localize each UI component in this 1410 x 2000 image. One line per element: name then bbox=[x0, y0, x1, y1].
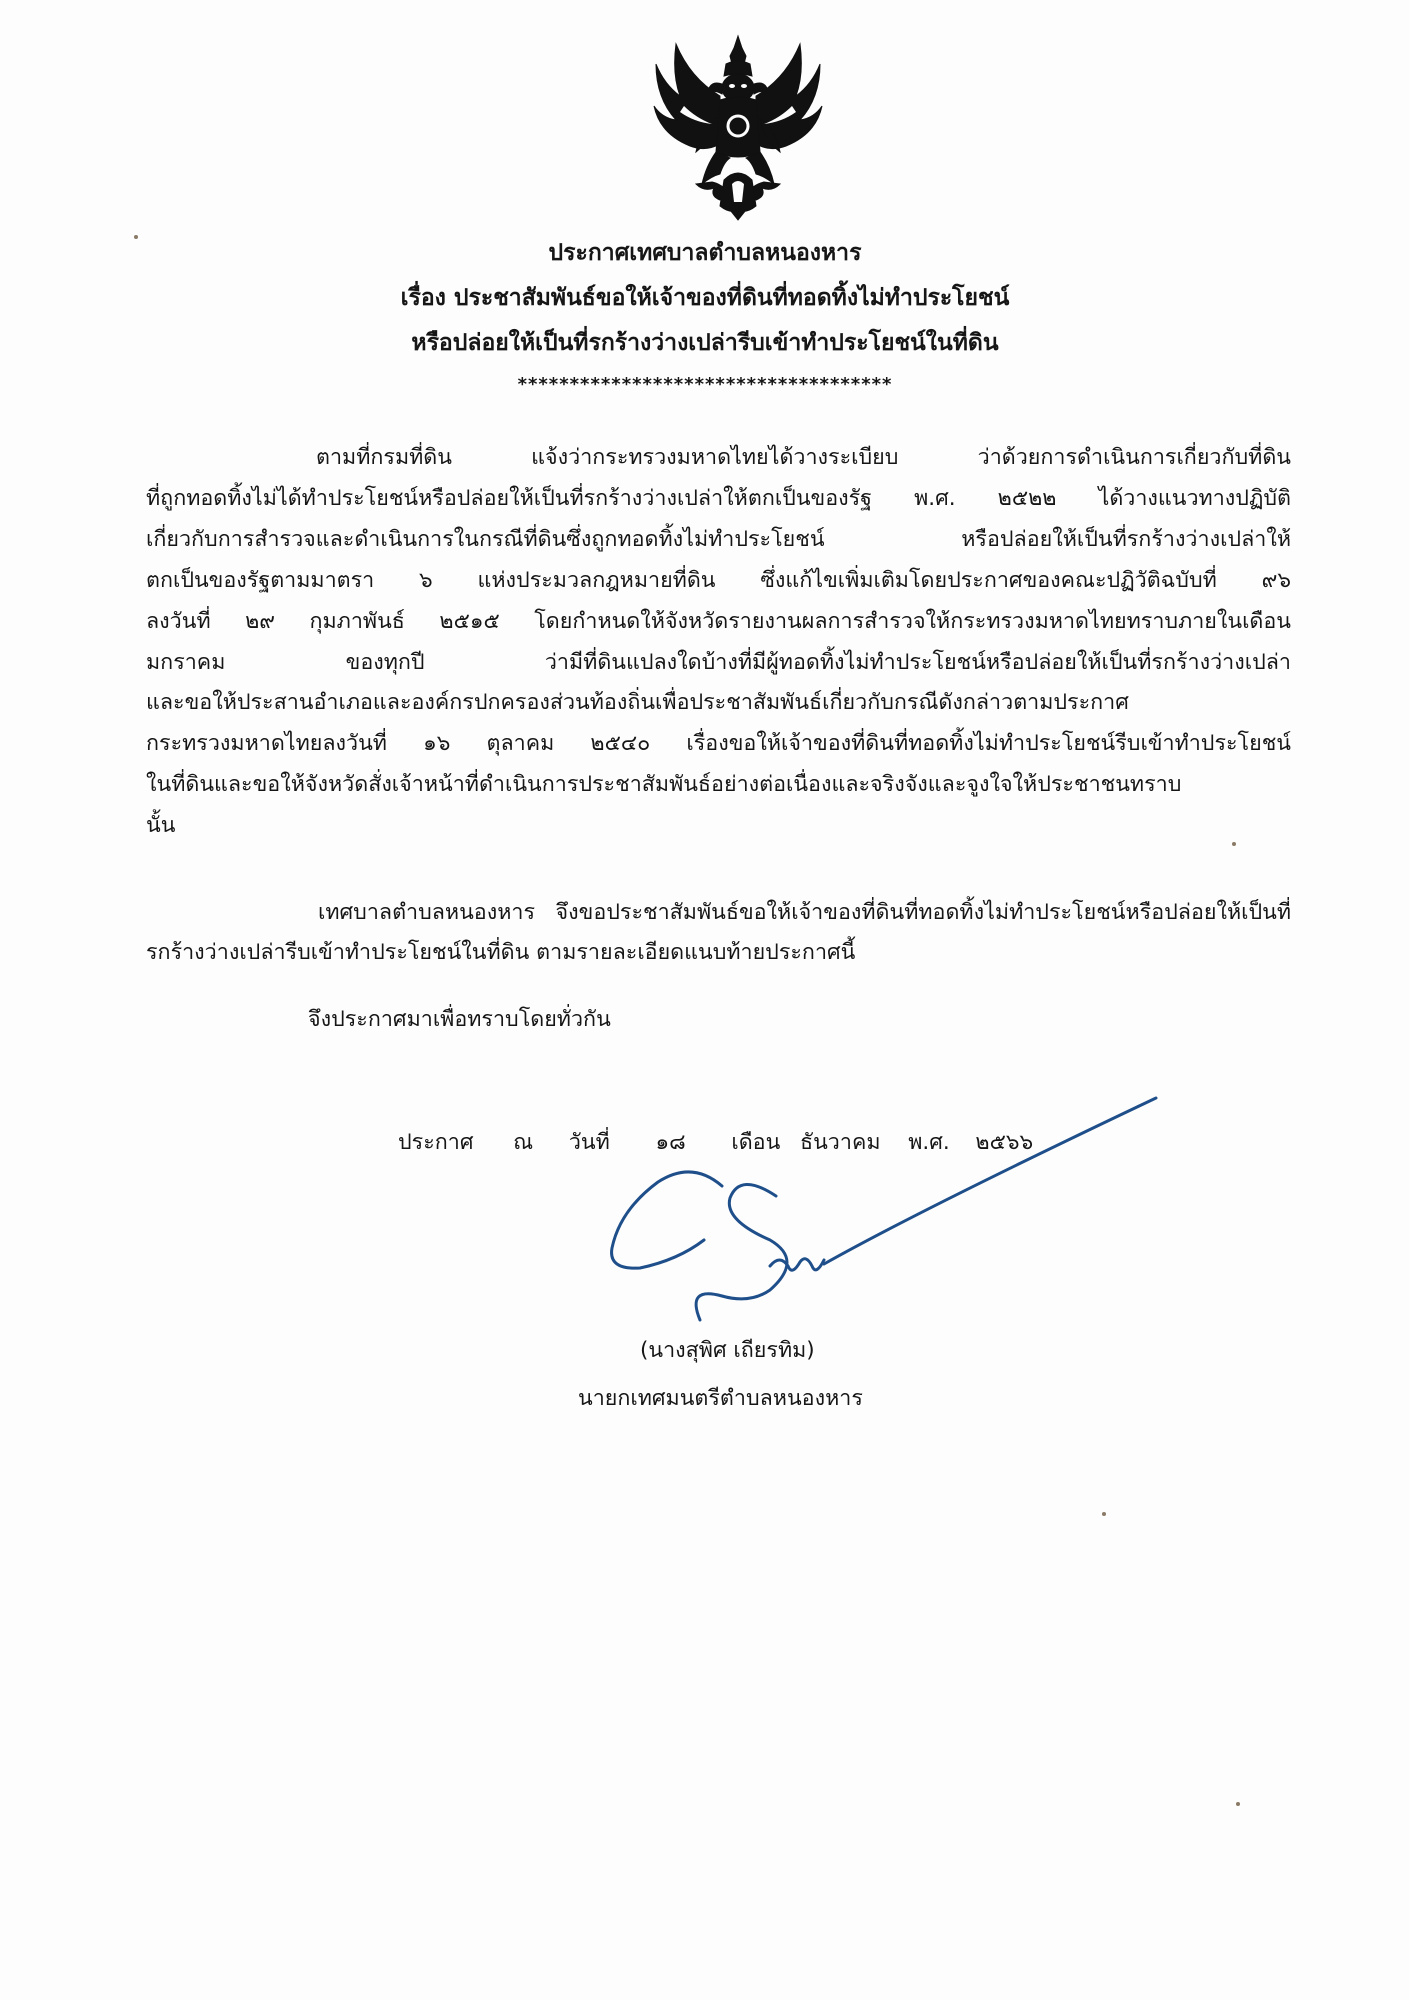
scan-speck bbox=[1232, 842, 1236, 846]
separator-stars: ************************************ bbox=[517, 374, 893, 395]
body-line: นั้น bbox=[146, 813, 176, 839]
dateline-year-label: พ.ศ. bbox=[908, 1130, 950, 1155]
body-line: ตามที่กรมที่ดิน แจ้งว่ากระทรวงมหาดไทยได้วางระเบียบ ว่าด้วยการดำเนินการเกี่ยวกับที่ดิน bbox=[316, 445, 1291, 470]
subject-line-2: หรือปล่อยให้เป็นที่รกร้างว่างเปล่ารีบเข้าทำประโยชน์ในที่ดิน bbox=[411, 330, 999, 356]
closing-line: จึงประกาศมาเพื่อทราบโดยทั่วกัน bbox=[308, 1007, 611, 1032]
dateline-month: ธันวาคม bbox=[799, 1130, 881, 1155]
body-line: ที่ถูกทอดทิ้งไม่ได้ทำประโยชน์หรือปล่อยให้เป็นที่รกร้างว่างเปล่าให้ตกเป็นของรัฐ พ.ศ. ๒๕๒๒ ได้วางแนวทางปฏิบัติ bbox=[146, 485, 1291, 511]
dateline-day: ๑๘ bbox=[655, 1130, 686, 1155]
dateline-at: ณ bbox=[513, 1130, 534, 1155]
handwritten-signature bbox=[580, 1090, 1160, 1330]
garuda-emblem-icon bbox=[650, 34, 826, 222]
body-line: กระทรวงมหาดไทยลงวันที่ ๑๖ ตุลาคม ๒๕๔๐ เรื่องขอให้เจ้าของที่ดินที่ทอดทิ้งไม่ทำประโยชน์รีบเข้าทำประโยชน์ bbox=[146, 731, 1291, 757]
dateline-announced: ประกาศ bbox=[398, 1130, 474, 1155]
signer-name: (นางสุพิศ เถียรทิม) bbox=[640, 1338, 815, 1363]
body-line: ในที่ดินและขอให้จังหวัดสั่งเจ้าหน้าที่ดำเนินการประชาสัมพันธ์อย่างต่อเนื่องและจริงจังและจูงใจให้ประชาชนทราบ bbox=[146, 772, 1182, 798]
dateline-year: ๒๕๖๖ bbox=[975, 1130, 1034, 1155]
body-line: ลงวันที่ ๒๙ กุมภาพันธ์ ๒๕๑๕ โดยกำหนดให้จังหวัดรายงานผลการสำรวจให้กระทรวงมหาดไทยทราบภายในเดือน bbox=[146, 608, 1291, 634]
body-line: ตกเป็นของรัฐตามมาตรา ๖ แห่งประมวลกฎหมายที่ดิน ซึ่งแก้ไขเพิ่มเติมโดยประกาศของคณะปฏิวัติฉบับที่ ๙๖ bbox=[146, 567, 1291, 593]
subject-line-1: เรื่อง ประชาสัมพันธ์ขอให้เจ้าของที่ดินที่ทอดทิ้งไม่ทำประโยชน์ bbox=[400, 285, 1010, 311]
body-line: เกี่ยวกับการสำรวจและดำเนินการในกรณีที่ดินซึ่งถูกทอดทิ้งไม่ทำประโยชน์ หรือปล่อยให้เป็นที่รกร้างว่างเปล่าให้ bbox=[146, 526, 1291, 552]
dateline-month-label: เดือน bbox=[731, 1130, 781, 1155]
body-line: มกราคม ของทุกปี ว่ามีที่ดินแปลงใดบ้างที่มีผู้ทอดทิ้งไม่ทำประโยชน์หรือปล่อยให้เป็นที่รกร้างว่างเปล่า bbox=[146, 649, 1291, 675]
dateline-day-label: วันที่ bbox=[568, 1130, 610, 1155]
signer-position: นายกเทศมนตรีตำบลหนองหาร bbox=[578, 1386, 863, 1411]
body-line: และขอให้ประสานอำเภอและองค์กรปกครองส่วนท้องถิ่นเพื่อประชาสัมพันธ์เกี่ยวกับกรณีดังกล่าวตามประกาศ bbox=[146, 690, 1129, 716]
scan-speck bbox=[1102, 1512, 1106, 1516]
announcement-title: ประกาศเทศบาลตำบลหนองหาร bbox=[548, 240, 862, 266]
scan-speck bbox=[134, 235, 138, 239]
body-paragraph-1 bbox=[146, 438, 1291, 847]
scan-speck bbox=[1236, 1802, 1240, 1806]
body-paragraph-2: เทศบาลตำบลหนองหาร จึงขอประชาสัมพันธ์ขอให้เจ้าของที่ดินที่ทอดทิ้งไม่ทำประโยชน์หรือปล่อยให้เป็นที่รกร้างว่างเปล่ารีบเข้าทำประโยชน์ในที่ดิน ตามรายละเอียดแนบท้ายประกาศนี้ bbox=[146, 900, 1291, 965]
